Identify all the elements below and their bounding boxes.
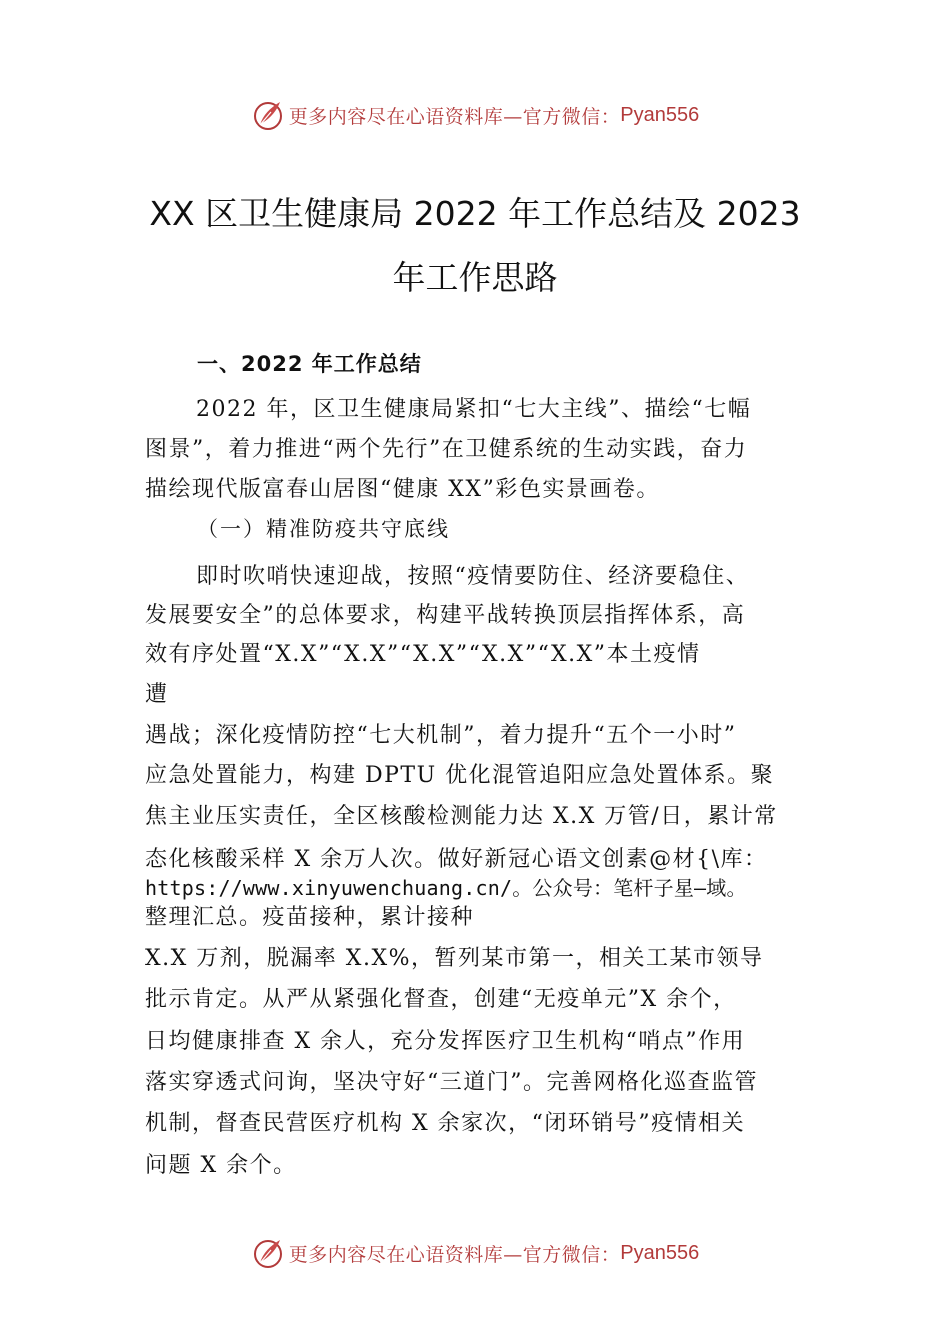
- para1-line-2: 图景”，着力推进“两个先行”在卫健系统的生动实践，奋力: [145, 437, 748, 462]
- para2-line-12: 批示肯定。从严从紧强化督查，创建“无疫单元”X 余个，: [145, 987, 737, 1012]
- para2-line-11: X.X 万剂，脱漏率 X.X%，暂列某市第一，相关工某市领导: [145, 946, 764, 971]
- document-title: [130, 182, 820, 310]
- subsection-heading-1: （一）精准防疫共守底线: [197, 517, 450, 541]
- para2-line-5: 遇战；深化疫情防控“七大机制”，着力提升“五个一小时”: [145, 723, 737, 748]
- watermark-wechat-id: Pyan556: [620, 103, 700, 126]
- para2-line-8: 态化核酸采样 X 余万人次。做好新冠心语文创素@材{\库：: [145, 847, 768, 872]
- para2-line-9: https://www.xinyuwenchuang.cn/。公众号：笔杆子星—域。: [145, 876, 747, 900]
- watermark-header: [0, 95, 950, 135]
- para2-line-16: 问题 X 余个。: [145, 1153, 297, 1178]
- para1-line-3: 描绘现代版富春山居图“健康 XX”彩色实景画卷。: [145, 477, 660, 502]
- para2-line-2: 发展要安全”的总体要求，构建平战转换顶层指挥体系，高: [145, 603, 746, 628]
- quill-feather-icon: [251, 98, 285, 132]
- watermark-wechat-id: Pyan556: [620, 1241, 700, 1264]
- para2-line-4: 遭: [145, 682, 169, 707]
- para2-line-14: 落实穿透式问询，坚决守好“三道门”。完善网格化巡查监管: [145, 1070, 758, 1095]
- title-line-2: 年工作思路: [392, 258, 558, 297]
- para2-line-3: 效有序处置“X.X”“X.X”“X.X”“X.X”“X.X”本土疫情: [145, 642, 701, 667]
- para1-line-1: 2022 年，区卫生健康局紧扣“七大主线”、描绘“七幅: [196, 397, 752, 422]
- watermark-footer: [0, 1233, 950, 1273]
- para2-line-10: 整理汇总。疫苗接种，累计接种: [145, 905, 475, 930]
- para2-line-6: 应急处置能力，构建 DPTU 优化混管追阳应急处置体系。聚: [145, 763, 775, 788]
- para2-line-13: 日均健康排查 X 余人，充分发挥医疗卫生机构“哨点”作用: [145, 1029, 746, 1054]
- para2-line-15: 机制，督查民营医疗机构 X 余家次，“闭环销号”疫情相关: [145, 1111, 746, 1136]
- title-line-1: XX 区卫生健康局 2022 年工作总结及 2023: [149, 194, 801, 233]
- watermark-text: 更多内容尽在心语资料库—官方微信：: [288, 1243, 621, 1266]
- para2-line-7: 焦主业压实责任，全区核酸检测能力达 X.X 万管/日，累计常: [145, 804, 778, 829]
- section-heading-1: 一、2022 年工作总结: [197, 352, 422, 376]
- watermark-text: 更多内容尽在心语资料库—官方微信：: [288, 105, 621, 128]
- quill-feather-icon: [251, 1236, 285, 1270]
- para2-line-1: 即时吹哨快速迎战，按照“疫情要防住、经济要稳住、: [196, 564, 750, 589]
